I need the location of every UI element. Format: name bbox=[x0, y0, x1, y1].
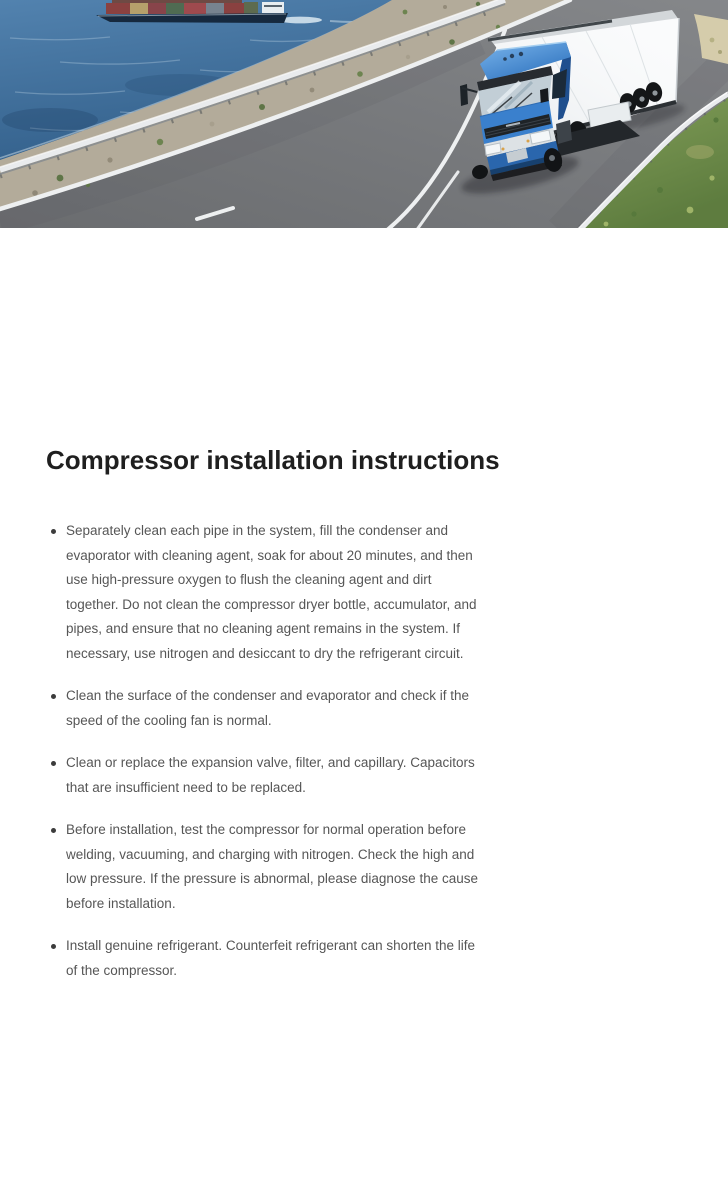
roof-horn bbox=[510, 54, 514, 58]
list-item-text: Separately clean each pipe in the system, fill the condenser and evaporator with cleaning agent, soak for about 20 minutes, and then use high-pressure oxygen to flush the cleaning agent and dirt together. Do not clean the compressor dryer bottle, accumulator, and pipes, and ensure that no cleaning agent remains in the system. If necessary, use nitrogen and desiccant to dry the refrigerant circuit. bbox=[66, 523, 477, 661]
article bbox=[0, 445, 728, 983]
bullet-icon bbox=[51, 828, 56, 833]
fuel-tank bbox=[556, 120, 572, 144]
instruction-list bbox=[46, 519, 478, 983]
left-mirror bbox=[460, 84, 468, 106]
list-item-text: Before installation, test the compressor for normal operation before welding, vacuuming, and charging with nitrogen. Check the high and low pressure. If the pressure is abnormal, please diagnose the cause before installation. bbox=[66, 822, 478, 911]
hero-image bbox=[0, 0, 728, 228]
bullet-icon bbox=[51, 761, 56, 766]
turn-signal bbox=[502, 148, 505, 151]
turn-signal bbox=[527, 140, 530, 143]
bullet-icon bbox=[51, 944, 56, 949]
list-item-text: Clean the surface of the condenser and evaporator and check if the speed of the cooling fan is normal. bbox=[66, 688, 470, 728]
container-stacks bbox=[106, 0, 258, 14]
bullet-icon bbox=[51, 529, 56, 534]
list-item-text: Install genuine refrigerant. Counterfeit refrigerant can shorten the life of the compressor. bbox=[66, 938, 475, 978]
roof-horn bbox=[519, 52, 523, 56]
list-item bbox=[46, 519, 478, 666]
list-item bbox=[46, 818, 478, 916]
list-item bbox=[46, 751, 478, 800]
page-title: Compressor installation instructions bbox=[46, 445, 500, 475]
list-item-text: Clean or replace the expansion valve, filter, and capillary. Capacitors that are insufficient need to be replaced. bbox=[66, 755, 475, 795]
list-item bbox=[46, 684, 478, 733]
bullet-icon bbox=[51, 694, 56, 699]
list-item bbox=[46, 934, 478, 983]
ship-superstructure bbox=[262, 2, 284, 13]
